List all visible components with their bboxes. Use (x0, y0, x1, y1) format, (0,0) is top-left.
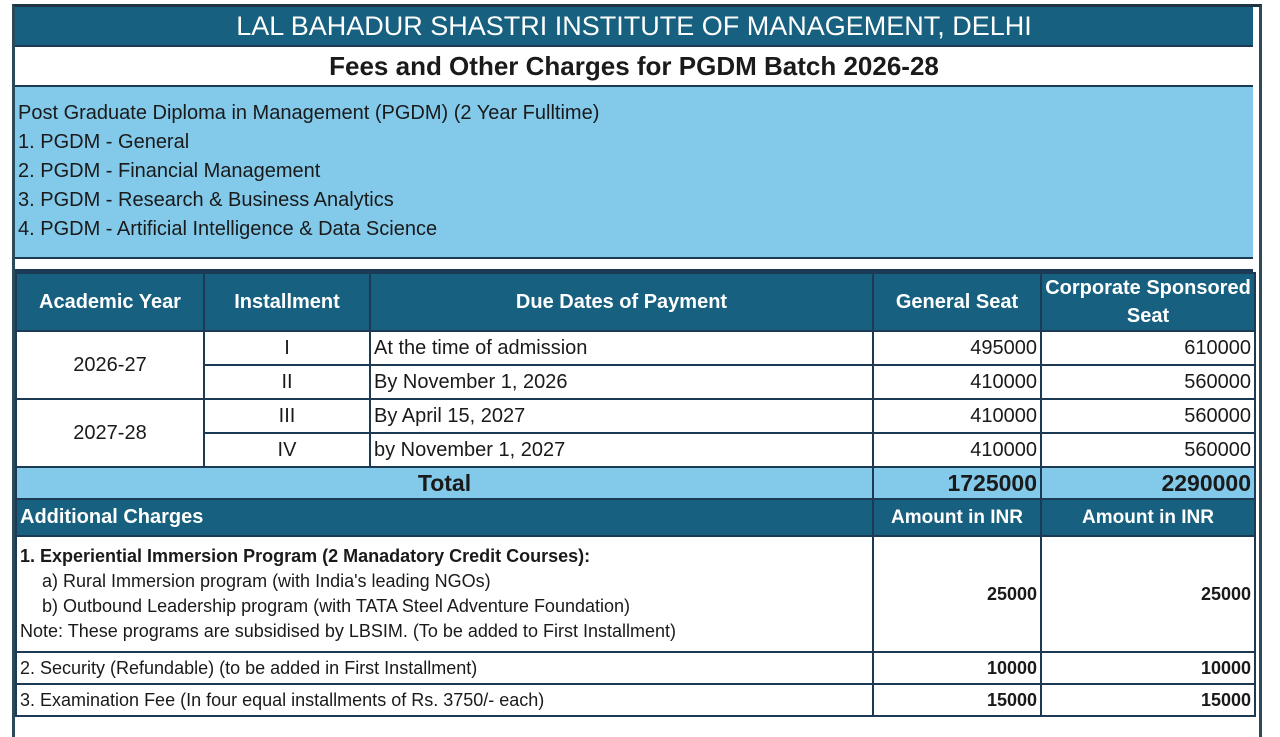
academic-year: 2027-28 (16, 399, 204, 467)
header-due-dates: Due Dates of Payment (370, 273, 873, 331)
general-amount: 410000 (873, 433, 1041, 467)
corporate-amount: 560000 (1041, 399, 1255, 433)
charge-description (16, 536, 873, 652)
additional-charges-header (16, 499, 1255, 536)
corporate-amount: 560000 (1041, 365, 1255, 399)
additional-charge-row (16, 684, 1255, 716)
program-item: 1. PGDM - General (18, 131, 190, 153)
table-row (16, 331, 1255, 365)
charge-line: a) Rural Immersion program (with India's leading NGOs) (42, 571, 491, 591)
spacer (15, 259, 1253, 272)
corporate-amount: 610000 (1041, 331, 1255, 365)
due-date: by November 1, 2027 (370, 433, 873, 467)
additional-charges-heading: Additional Charges (16, 499, 873, 536)
installment: I (204, 331, 370, 365)
additional-charge-row (16, 536, 1255, 652)
table-header-row (16, 273, 1255, 331)
total-row (16, 467, 1255, 499)
charge-title: 3. Examination Fee (In four equal installments of Rs. 3750/- each) (16, 684, 873, 716)
due-date: By April 15, 2027 (370, 399, 873, 433)
charge-title: 1. Experiential Immersion Program (2 Manadatory Credit Courses): (20, 546, 591, 566)
charge-corporate: 10000 (1041, 652, 1255, 684)
header-academic-year: Academic Year (16, 273, 204, 331)
programs-heading: Post Graduate Diploma in Management (PGDM) (2 Year Fulltime) (18, 102, 600, 124)
general-amount: 495000 (873, 331, 1041, 365)
charge-general: 10000 (873, 652, 1041, 684)
program-item: 2. PGDM - Financial Management (18, 160, 321, 182)
header-installment: Installment (204, 273, 370, 331)
charge-general: 15000 (873, 684, 1041, 716)
charge-line: b) Outbound Leadership program (with TATA Steel Adventure Foundation) (42, 596, 631, 616)
charge-note: Note: These programs are subsidised by LBSIM. (To be added to First Installment) (20, 621, 676, 641)
total-corporate: 2290000 (1041, 467, 1255, 499)
header-corporate-seat: Corporate Sponsored Seat (1041, 273, 1255, 331)
installment: IV (204, 433, 370, 467)
installment: III (204, 399, 370, 433)
corporate-amount: 560000 (1041, 433, 1255, 467)
charge-general: 25000 (873, 536, 1041, 652)
due-date: At the time of admission (370, 331, 873, 365)
additional-charge-row (16, 652, 1255, 684)
amount-header-corporate: Amount in INR (1041, 499, 1255, 536)
academic-year: 2026-27 (16, 331, 204, 399)
fees-table (15, 272, 1256, 717)
programs-section (15, 87, 1253, 259)
general-amount: 410000 (873, 365, 1041, 399)
institute-title: LAL BAHADUR SHASTRI INSTITUTE OF MANAGEMENT, DELHI (15, 7, 1253, 47)
program-item: 3. PGDM - Research & Business Analytics (18, 189, 394, 211)
table-row (16, 399, 1255, 433)
charge-corporate: 25000 (1041, 536, 1255, 652)
installment: II (204, 365, 370, 399)
charge-corporate: 15000 (1041, 684, 1255, 716)
header-general-seat: General Seat (873, 273, 1041, 331)
fees-subtitle: Fees and Other Charges for PGDM Batch 2026-28 (15, 47, 1253, 87)
amount-header-general: Amount in INR (873, 499, 1041, 536)
general-amount: 410000 (873, 399, 1041, 433)
total-label: Total (16, 467, 873, 499)
charge-title: 2. Security (Refundable) (to be added in First Installment) (16, 652, 873, 684)
total-general: 1725000 (873, 467, 1041, 499)
program-item: 4. PGDM - Artificial Intelligence & Data Science (18, 218, 438, 240)
due-date: By November 1, 2026 (370, 365, 873, 399)
